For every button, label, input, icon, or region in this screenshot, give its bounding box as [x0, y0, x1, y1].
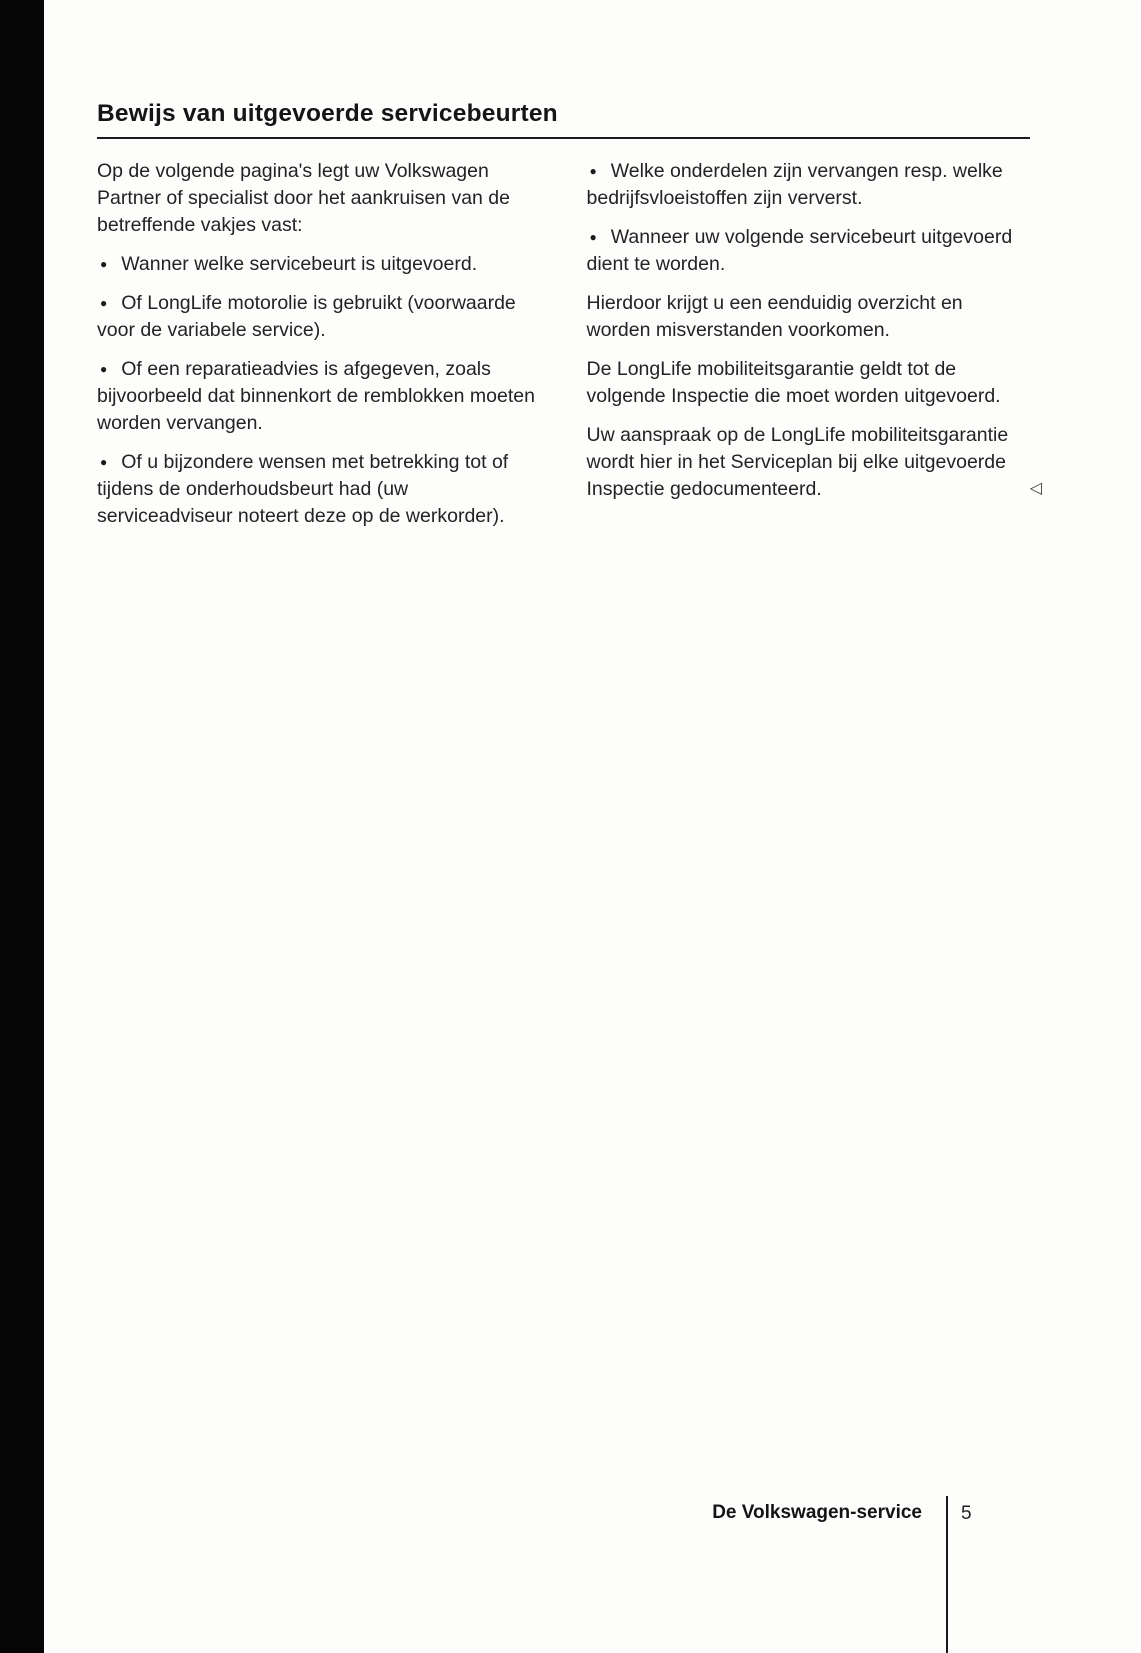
- list-item-text: Of u bijzondere wensen met betrekking tot of tijdens de onderhoudsbeurt had (uw serviceadviseur noteert deze op de werkorder).: [97, 451, 509, 527]
- list-item: [97, 290, 541, 344]
- right-column: [586, 158, 1042, 542]
- list-item-text: Of LongLife motorolie is gebruikt (voorwaarde voor de variabele service).: [97, 292, 516, 341]
- section-end-triangle-icon: ◁: [1029, 480, 1042, 497]
- list-item: [97, 356, 541, 437]
- footer-divider: [946, 1496, 948, 1653]
- footer-title: De Volkswagen-service: [712, 1502, 922, 1523]
- list-item-text: Of een reparatieadvies is afgegeven, zoals bijvoorbeeld dat binnenkort de remblokken moeten worden vervangen.: [97, 358, 535, 434]
- intro-paragraph: Op de volgende pagina's legt uw Volkswagen Partner of specialist door het aankruisen van de betreffende vakjes vast:: [97, 160, 510, 236]
- list-item: [587, 224, 1031, 278]
- paragraph-text: Uw aanspraak op de LongLife mobiliteitsgarantie wordt hier in het Serviceplan bij elke uitgevoerde Inspectie gedocumenteerd.: [586, 424, 1009, 500]
- list-item-text: Welke onderdelen zijn vervangen resp. welke bedrijfsvloeistoffen zijn ververst.: [586, 160, 1003, 209]
- bullet-icon: ●: [589, 164, 597, 178]
- bullet-icon: ●: [100, 362, 108, 376]
- bullet-icon: ●: [100, 257, 108, 271]
- body-paragraph: De LongLife mobiliteitsgarantie geldt tot de volgende Inspectie die moet worden uitgevoerd.: [586, 358, 1001, 407]
- body-paragraph: Hierdoor krijgt u een eenduidig overzicht en worden misverstanden voorkomen.: [586, 292, 963, 341]
- bullet-icon: ●: [100, 296, 108, 310]
- title-rule: [97, 137, 1030, 139]
- list-item: [97, 251, 541, 278]
- bullet-icon: ●: [589, 230, 597, 244]
- body-paragraph: [586, 422, 1042, 503]
- list-item-text: Wanneer uw volgende servicebeurt uitgevoerd dient te worden.: [586, 226, 1013, 275]
- list-item: [97, 449, 541, 530]
- left-column: [97, 158, 541, 542]
- scan-edge-bar: [0, 0, 44, 1653]
- page-title: Bewijs van uitgevoerde servicebeurten: [97, 100, 558, 127]
- bullet-icon: ●: [100, 455, 108, 469]
- body-columns: [97, 158, 1042, 542]
- list-item-text: Wanner welke servicebeurt is uitgevoerd.: [121, 253, 478, 275]
- list-item: [587, 158, 1031, 212]
- footer-page-number: 5: [961, 1503, 972, 1524]
